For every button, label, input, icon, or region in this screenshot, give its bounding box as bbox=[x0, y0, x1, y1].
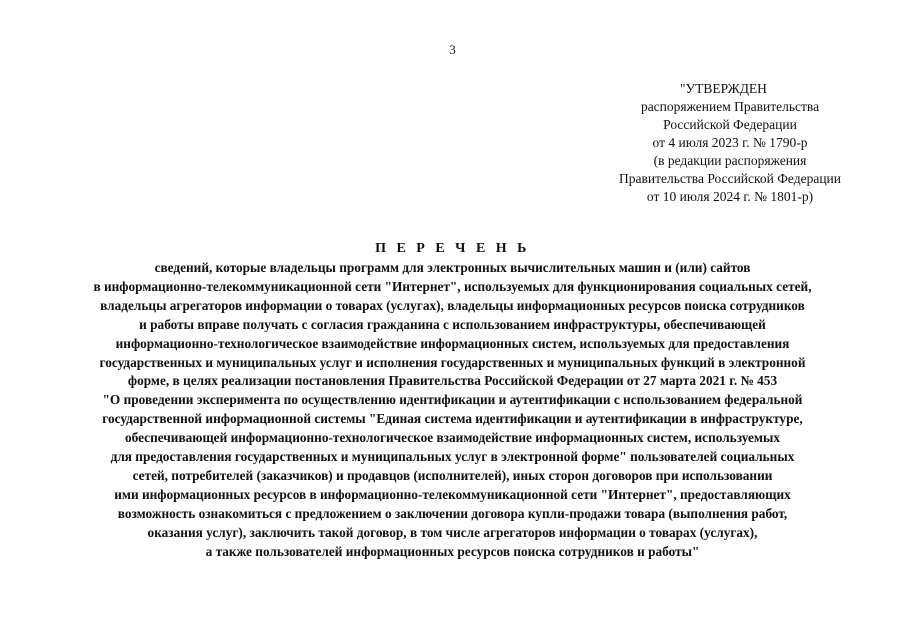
subtitle-line: обеспечивающей информационно-технологическое взаимодействие информационных систем, используемых bbox=[124, 430, 780, 446]
subtitle-line: в информационно-телекоммуникационной сети "Интернет", используемых для функционирования социальных сетей, bbox=[93, 278, 812, 294]
approval-line: от 10 июля 2024 г. № 1801-р) bbox=[646, 189, 814, 204]
approval-line: распоряжением Правительства bbox=[640, 99, 820, 114]
subtitle-line: и работы вправе получать с согласия гражданина с использованием инфраструктуры, обеспечивающей bbox=[139, 316, 766, 332]
subtitle-line: государственной информационной системы "Единая система идентификации и аутентификации в инфраструктуре, bbox=[102, 411, 803, 427]
subtitle-line: сетей, потребителей (заказчиков) и продавцов (исполнителей), иных сторон договоров при использовании bbox=[132, 467, 773, 483]
approval-line: (в редакции распоряжения bbox=[653, 153, 807, 168]
subtitle-line: ими информационных ресурсов в информационно-телекоммуникационной сети "Интернет", предоставляющих bbox=[114, 486, 791, 502]
approval-line: "УТВЕРЖДЕН bbox=[680, 81, 767, 96]
subtitle-line: а также пользователей информационных ресурсов поиска сотрудников и работы" bbox=[205, 543, 700, 559]
approval-line: Правительства Российской Федерации bbox=[619, 171, 841, 186]
subtitle-line: информационно-технологическое взаимодействие информационных систем, используемых для предоставления bbox=[115, 335, 790, 351]
subtitle-line: владельцы агрегаторов информации о товарах (услугах), владельцы информационных ресурсов поиска сотрудников bbox=[100, 297, 805, 313]
approval-line: Российской Федерации bbox=[663, 117, 797, 132]
subtitle-line: "О проведении эксперимента по осуществлению идентификации и аутентификации с использованием федеральной bbox=[102, 392, 803, 408]
approval-stamp bbox=[600, 80, 860, 206]
subtitle-line: возможность ознакомиться с предложением о заключении договора купли-продажи товара (выполнения работ, bbox=[117, 505, 788, 521]
subtitle-line: государственных и муниципальных услуг и исполнения государственных и муниципальных функций в электронной bbox=[99, 354, 806, 370]
page-number: 3 bbox=[449, 42, 456, 57]
subtitle-line: оказания услуг), заключить такой договор, в том числе агрегаторов информации о товарах (услугах), bbox=[147, 524, 758, 540]
subtitle-line: для предоставления государственных и муниципальных услуг в электронной форме" пользователей социальных bbox=[110, 449, 795, 465]
document-subtitle bbox=[20, 259, 885, 562]
subtitle-line: форме, в целях реализации постановления Правительства Российской Федерации от 27 марта 2021 г. № 453 bbox=[127, 373, 778, 389]
approval-line: от 4 июля 2023 г. № 1790-р bbox=[652, 135, 808, 150]
document-title: П Е Р Е Ч Е Н Ь bbox=[375, 241, 530, 256]
subtitle-line: сведений, которые владельцы программ для электронных вычислительных машин и (или) сайтов bbox=[154, 260, 751, 275]
